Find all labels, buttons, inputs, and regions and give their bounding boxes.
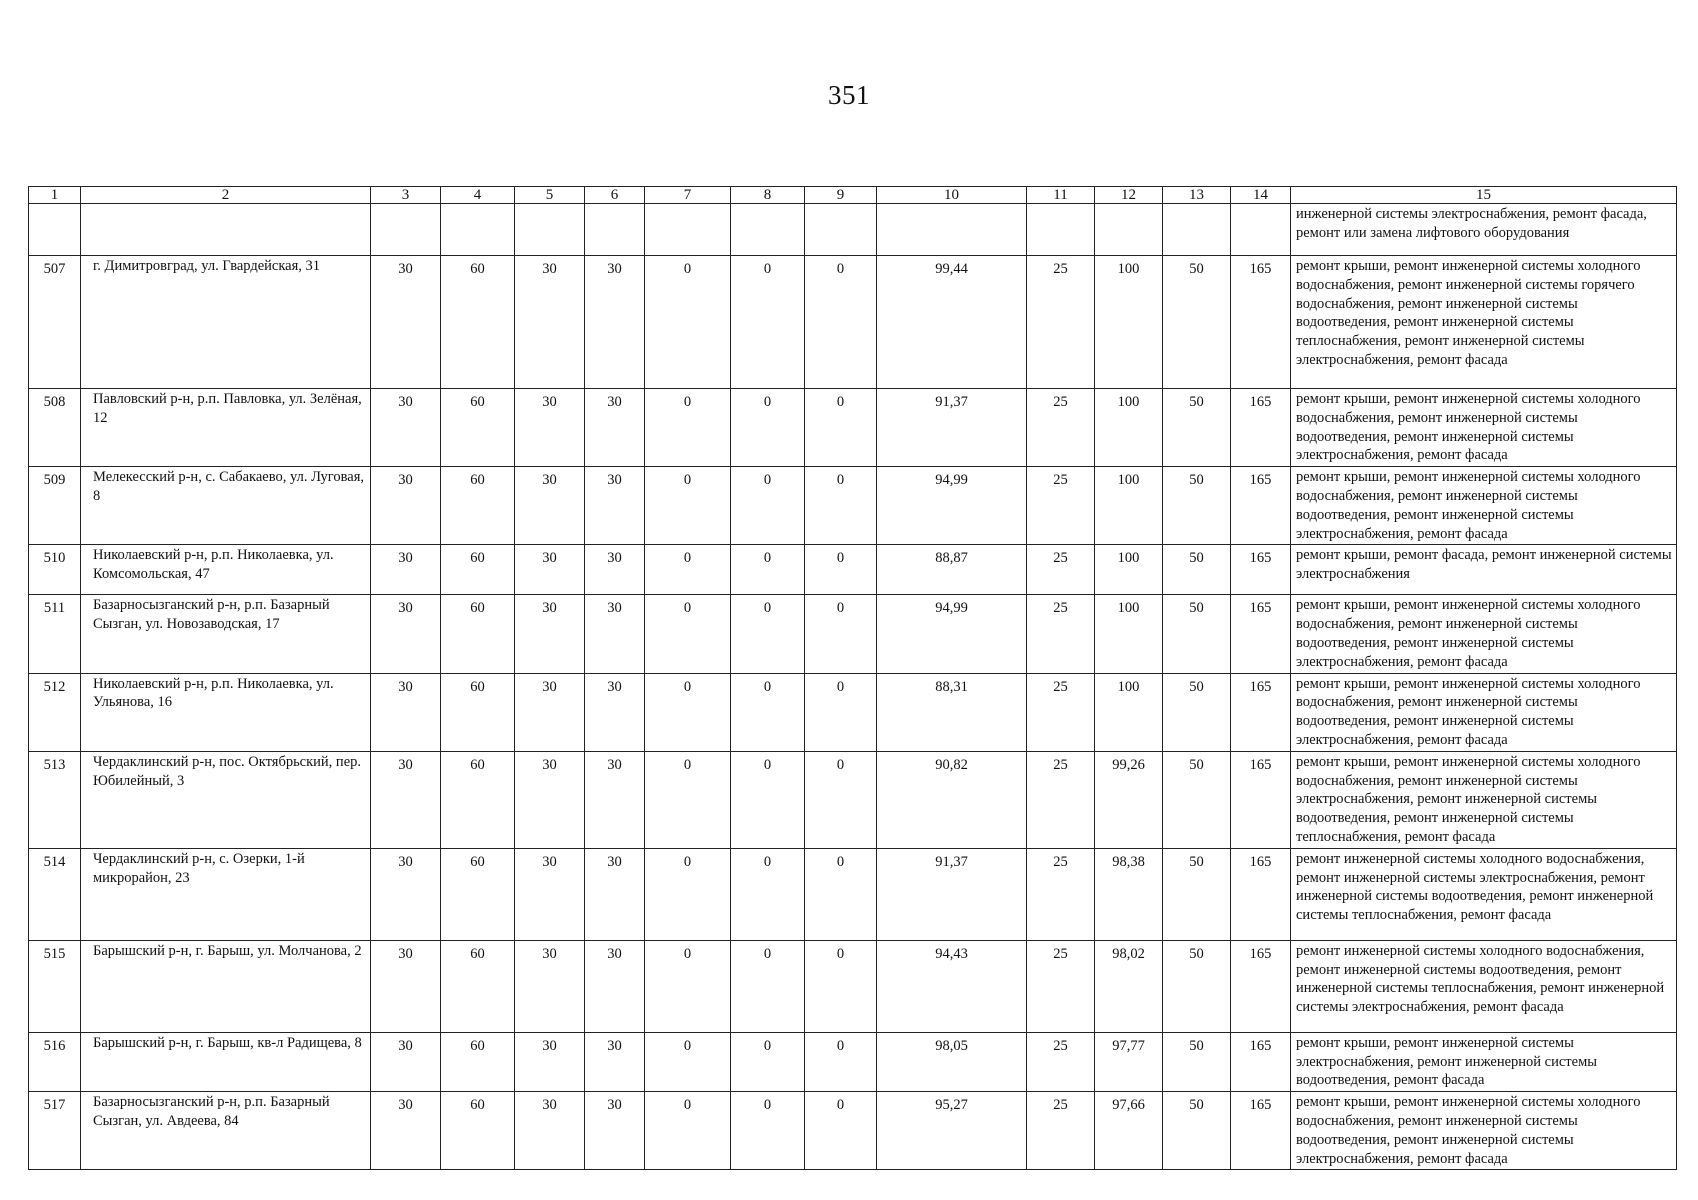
value-cell-c3: 30 — [371, 467, 441, 545]
column-header: 3 — [371, 187, 441, 204]
value-cell-c12: 98,02 — [1095, 940, 1163, 1032]
value-cell-c6: 30 — [585, 595, 645, 673]
value-cell-c10: 94,43 — [877, 940, 1027, 1032]
row-number-cell: 508 — [29, 389, 81, 467]
value-cell-c13: 50 — [1163, 1032, 1231, 1091]
value-cell-c7: 0 — [645, 1032, 731, 1091]
row-number-cell: 515 — [29, 940, 81, 1032]
table-row — [29, 751, 1677, 848]
value-cell-c7: 0 — [645, 673, 731, 751]
value-cell-c4: 60 — [441, 595, 515, 673]
value-cell-c11: 25 — [1027, 848, 1095, 940]
column-header: 15 — [1291, 187, 1677, 204]
value-cell-c14: 165 — [1231, 940, 1291, 1032]
value-cell-c6: 30 — [585, 848, 645, 940]
works-cell: ремонт крыши, ремонт инженерной системы электроснабжения, ремонт инженерной системы водоотведения, ремонт фасада — [1291, 1032, 1677, 1091]
row-number-cell: 509 — [29, 467, 81, 545]
value-cell-c10: 98,05 — [877, 1032, 1027, 1091]
value-cell-c4: 60 — [441, 848, 515, 940]
value-cell-c5: 30 — [515, 1092, 585, 1170]
page-number: 351 — [828, 80, 870, 110]
value-cell-c5: 30 — [515, 595, 585, 673]
row-number-cell: 512 — [29, 673, 81, 751]
value-cell-c6: 30 — [585, 256, 645, 389]
value-cell-c9: 0 — [805, 545, 877, 595]
value-cell-c3: 30 — [371, 389, 441, 467]
value-cell-c3: 30 — [371, 595, 441, 673]
table-row — [29, 1032, 1677, 1091]
value-cell-c14: 165 — [1231, 595, 1291, 673]
value-cell-c11: 25 — [1027, 389, 1095, 467]
address-cell: Барышский р-н, г. Барыш, кв-л Радищева, 8 — [81, 1032, 371, 1091]
table-row — [29, 673, 1677, 751]
value-cell-c5: 30 — [515, 256, 585, 389]
value-cell-c8: 0 — [731, 673, 805, 751]
value-cell-c11: 25 — [1027, 1092, 1095, 1170]
column-number-row — [29, 187, 1677, 204]
works-cell: инженерной системы электроснабжения, ремонт фасада, ремонт или замена лифтового оборудования — [1291, 204, 1677, 256]
value-cell-c12: 100 — [1095, 389, 1163, 467]
value-cell-c9: 0 — [805, 673, 877, 751]
value-cell-c8: 0 — [731, 751, 805, 848]
value-cell-c13: 50 — [1163, 848, 1231, 940]
value-cell-c12: 100 — [1095, 256, 1163, 389]
value-cell-c13: 50 — [1163, 256, 1231, 389]
value-cell-c11: 25 — [1027, 940, 1095, 1032]
value-cell-c14: 165 — [1231, 389, 1291, 467]
value-cell-c8: 0 — [731, 595, 805, 673]
value-cell-c10: 94,99 — [877, 467, 1027, 545]
value-cell-c4: 60 — [441, 673, 515, 751]
value-cell-c7: 0 — [645, 1092, 731, 1170]
value-cell-c14: 165 — [1231, 256, 1291, 389]
value-cell-c13: 50 — [1163, 595, 1231, 673]
value-cell-c14: 165 — [1231, 751, 1291, 848]
works-cell: ремонт крыши, ремонт инженерной системы холодного водоснабжения, ремонт инженерной системы водоотведения, ремонт инженерной системы электроснабжения, ремонт фасада — [1291, 467, 1677, 545]
value-cell-c12: 97,77 — [1095, 1032, 1163, 1091]
table-body — [29, 256, 1677, 1170]
value-cell-c8: 0 — [731, 256, 805, 389]
table-row — [29, 940, 1677, 1032]
value-cell-c10: 88,31 — [877, 673, 1027, 751]
value-cell-c12: 99,26 — [1095, 751, 1163, 848]
value-cell-c4: 60 — [441, 1032, 515, 1091]
value-cell-c8: 0 — [731, 1092, 805, 1170]
value-cell-c5: 30 — [515, 1032, 585, 1091]
column-header: 14 — [1231, 187, 1291, 204]
value-cell-c7: 0 — [645, 467, 731, 545]
value-cell-c10: 88,87 — [877, 545, 1027, 595]
value-cell-c6: 30 — [585, 545, 645, 595]
value-cell-c8: 0 — [731, 1032, 805, 1091]
value-cell-c6: 30 — [585, 751, 645, 848]
column-header: 13 — [1163, 187, 1231, 204]
value-cell-c11: 25 — [1027, 673, 1095, 751]
value-cell-c4: 60 — [441, 545, 515, 595]
value-cell-c13: 50 — [1163, 1092, 1231, 1170]
value-cell-c7: 0 — [645, 751, 731, 848]
table-row — [29, 389, 1677, 467]
value-cell-c12: 100 — [1095, 467, 1163, 545]
value-cell-c9: 0 — [805, 1032, 877, 1091]
value-cell-c5: 30 — [515, 751, 585, 848]
value-cell-c9: 0 — [805, 940, 877, 1032]
value-cell-c4: 60 — [441, 256, 515, 389]
value-cell-c5: 30 — [515, 673, 585, 751]
value-cell-c12: 97,66 — [1095, 1092, 1163, 1170]
value-cell-c5: 30 — [515, 940, 585, 1032]
value-cell-c8: 0 — [731, 389, 805, 467]
address-cell: Павловский р-н, р.п. Павловка, ул. Зелёная, 12 — [81, 389, 371, 467]
column-header: 11 — [1027, 187, 1095, 204]
value-cell-c14: 165 — [1231, 545, 1291, 595]
value-cell-c4: 60 — [441, 467, 515, 545]
value-cell-c6: 30 — [585, 1092, 645, 1170]
address-cell: г. Димитровград, ул. Гвардейская, 31 — [81, 256, 371, 389]
column-header: 12 — [1095, 187, 1163, 204]
value-cell-c11: 25 — [1027, 545, 1095, 595]
address-cell: Базарносызганский р-н, р.п. Базарный Сызган, ул. Авдеева, 84 — [81, 1092, 371, 1170]
value-cell-c12: 100 — [1095, 595, 1163, 673]
column-header: 9 — [805, 187, 877, 204]
value-cell-c3: 30 — [371, 256, 441, 389]
row-number-cell: 513 — [29, 751, 81, 848]
works-cell: ремонт крыши, ремонт фасада, ремонт инженерной системы электроснабжения — [1291, 545, 1677, 595]
value-cell-c3: 30 — [371, 848, 441, 940]
address-cell: Базарносызганский р-н, р.п. Базарный Сызган, ул. Новозаводская, 17 — [81, 595, 371, 673]
value-cell-c3: 30 — [371, 940, 441, 1032]
value-cell-c6: 30 — [585, 467, 645, 545]
value-cell-c4: 60 — [441, 751, 515, 848]
column-header: 1 — [29, 187, 81, 204]
row-number-cell: 511 — [29, 595, 81, 673]
value-cell-c7: 0 — [645, 256, 731, 389]
row-number-cell: 516 — [29, 1032, 81, 1091]
value-cell-c3: 30 — [371, 1092, 441, 1170]
value-cell-c14: 165 — [1231, 848, 1291, 940]
value-cell-c13: 50 — [1163, 545, 1231, 595]
value-cell-c8: 0 — [731, 848, 805, 940]
value-cell-c4: 60 — [441, 1092, 515, 1170]
value-cell-c9: 0 — [805, 751, 877, 848]
value-cell-c10: 94,99 — [877, 595, 1027, 673]
value-cell-c3: 30 — [371, 545, 441, 595]
table-row — [29, 1092, 1677, 1170]
works-cell: ремонт инженерной системы холодного водоснабжения, ремонт инженерной системы водоотведения, ремонт инженерной системы теплоснабжения, ремонт инженерной системы электроснабжения, ремонт фасада — [1291, 940, 1677, 1032]
table-row — [29, 256, 1677, 389]
value-cell-c12: 100 — [1095, 673, 1163, 751]
value-cell-c5: 30 — [515, 389, 585, 467]
value-cell-c10: 91,37 — [877, 848, 1027, 940]
column-header: 8 — [731, 187, 805, 204]
row-number-cell: 517 — [29, 1092, 81, 1170]
value-cell-c13: 50 — [1163, 467, 1231, 545]
value-cell-c13: 50 — [1163, 389, 1231, 467]
works-cell: ремонт крыши, ремонт инженерной системы холодного водоснабжения, ремонт инженерной системы водоотведения, ремонт инженерной системы электроснабжения, ремонт фасада — [1291, 389, 1677, 467]
value-cell-c13: 50 — [1163, 940, 1231, 1032]
value-cell-c11: 25 — [1027, 595, 1095, 673]
value-cell-c14: 165 — [1231, 1032, 1291, 1091]
value-cell-c7: 0 — [645, 389, 731, 467]
value-cell-c11: 25 — [1027, 1032, 1095, 1091]
value-cell-c7: 0 — [645, 848, 731, 940]
value-cell-c9: 0 — [805, 1092, 877, 1170]
column-header: 10 — [877, 187, 1027, 204]
column-header: 5 — [515, 187, 585, 204]
row-number-cell: 514 — [29, 848, 81, 940]
value-cell-c6: 30 — [585, 673, 645, 751]
address-cell: Барышский р-н, г. Барыш, ул. Молчанова, 2 — [81, 940, 371, 1032]
value-cell-c8: 0 — [731, 467, 805, 545]
value-cell-c14: 165 — [1231, 673, 1291, 751]
row-number-cell: 507 — [29, 256, 81, 389]
value-cell-c6: 30 — [585, 1032, 645, 1091]
column-header: 4 — [441, 187, 515, 204]
table-row — [29, 848, 1677, 940]
works-cell: ремонт крыши, ремонт инженерной системы холодного водоснабжения, ремонт инженерной системы горячего водоснабжения, ремонт инженерной системы водоотведения, ремонт инженерной системы теплоснабжения, ремонт инженерной системы электроснабжения, ремонт фасада — [1291, 256, 1677, 389]
value-cell-c14: 165 — [1231, 467, 1291, 545]
works-cell: ремонт инженерной системы холодного водоснабжения, ремонт инженерной системы электроснабжения, ремонт инженерной системы водоотведения, ремонт инженерной системы теплоснабжения, ремонт фасада — [1291, 848, 1677, 940]
value-cell-c8: 0 — [731, 940, 805, 1032]
value-cell-c10: 99,44 — [877, 256, 1027, 389]
works-cell: ремонт крыши, ремонт инженерной системы холодного водоснабжения, ремонт инженерной системы водоотведения, ремонт инженерной системы электроснабжения, ремонт фасада — [1291, 673, 1677, 751]
value-cell-c7: 0 — [645, 545, 731, 595]
value-cell-c9: 0 — [805, 256, 877, 389]
address-cell: Чердаклинский р-н, пос. Октябрьский, пер. Юбилейный, 3 — [81, 751, 371, 848]
value-cell-c10: 95,27 — [877, 1092, 1027, 1170]
value-cell-c5: 30 — [515, 848, 585, 940]
works-cell: ремонт крыши, ремонт инженерной системы холодного водоснабжения, ремонт инженерной системы водоотведения, ремонт инженерной системы электроснабжения, ремонт фасада — [1291, 595, 1677, 673]
works-register-table — [28, 186, 1677, 1170]
value-cell-c10: 91,37 — [877, 389, 1027, 467]
continuation-row — [29, 204, 1677, 256]
value-cell-c14: 165 — [1231, 1092, 1291, 1170]
address-cell: Мелекесский р-н, с. Сабакаево, ул. Луговая, 8 — [81, 467, 371, 545]
value-cell-c9: 0 — [805, 467, 877, 545]
value-cell-c8: 0 — [731, 545, 805, 595]
column-header: 2 — [81, 187, 371, 204]
table-row — [29, 467, 1677, 545]
table-row — [29, 595, 1677, 673]
value-cell-c6: 30 — [585, 940, 645, 1032]
column-header: 6 — [585, 187, 645, 204]
value-cell-c4: 60 — [441, 389, 515, 467]
column-header: 7 — [645, 187, 731, 204]
value-cell-c9: 0 — [805, 389, 877, 467]
value-cell-c13: 50 — [1163, 751, 1231, 848]
value-cell-c4: 60 — [441, 940, 515, 1032]
table-row — [29, 545, 1677, 595]
value-cell-c9: 0 — [805, 848, 877, 940]
value-cell-c5: 30 — [515, 545, 585, 595]
value-cell-c5: 30 — [515, 467, 585, 545]
value-cell-c10: 90,82 — [877, 751, 1027, 848]
value-cell-c11: 25 — [1027, 467, 1095, 545]
value-cell-c6: 30 — [585, 389, 645, 467]
value-cell-c3: 30 — [371, 673, 441, 751]
address-cell: Николаевский р-н, р.п. Николаевка, ул. Ульянова, 16 — [81, 673, 371, 751]
row-number-cell: 510 — [29, 545, 81, 595]
value-cell-c3: 30 — [371, 1032, 441, 1091]
value-cell-c9: 0 — [805, 595, 877, 673]
value-cell-c11: 25 — [1027, 256, 1095, 389]
value-cell-c7: 0 — [645, 595, 731, 673]
value-cell-c3: 30 — [371, 751, 441, 848]
address-cell: Николаевский р-н, р.п. Николаевка, ул. Комсомольская, 47 — [81, 545, 371, 595]
value-cell-c7: 0 — [645, 940, 731, 1032]
address-cell: Чердаклинский р-н, с. Озерки, 1-й микрорайон, 23 — [81, 848, 371, 940]
value-cell-c12: 100 — [1095, 545, 1163, 595]
value-cell-c13: 50 — [1163, 673, 1231, 751]
value-cell-c11: 25 — [1027, 751, 1095, 848]
works-cell: ремонт крыши, ремонт инженерной системы холодного водоснабжения, ремонт инженерной системы электроснабжения, ремонт инженерной системы водоотведения, ремонт инженерной системы теплоснабжения, ремонт фасада — [1291, 751, 1677, 848]
works-cell: ремонт крыши, ремонт инженерной системы холодного водоснабжения, ремонт инженерной системы водоотведения, ремонт инженерной системы электроснабжения, ремонт фасада — [1291, 1092, 1677, 1170]
value-cell-c12: 98,38 — [1095, 848, 1163, 940]
